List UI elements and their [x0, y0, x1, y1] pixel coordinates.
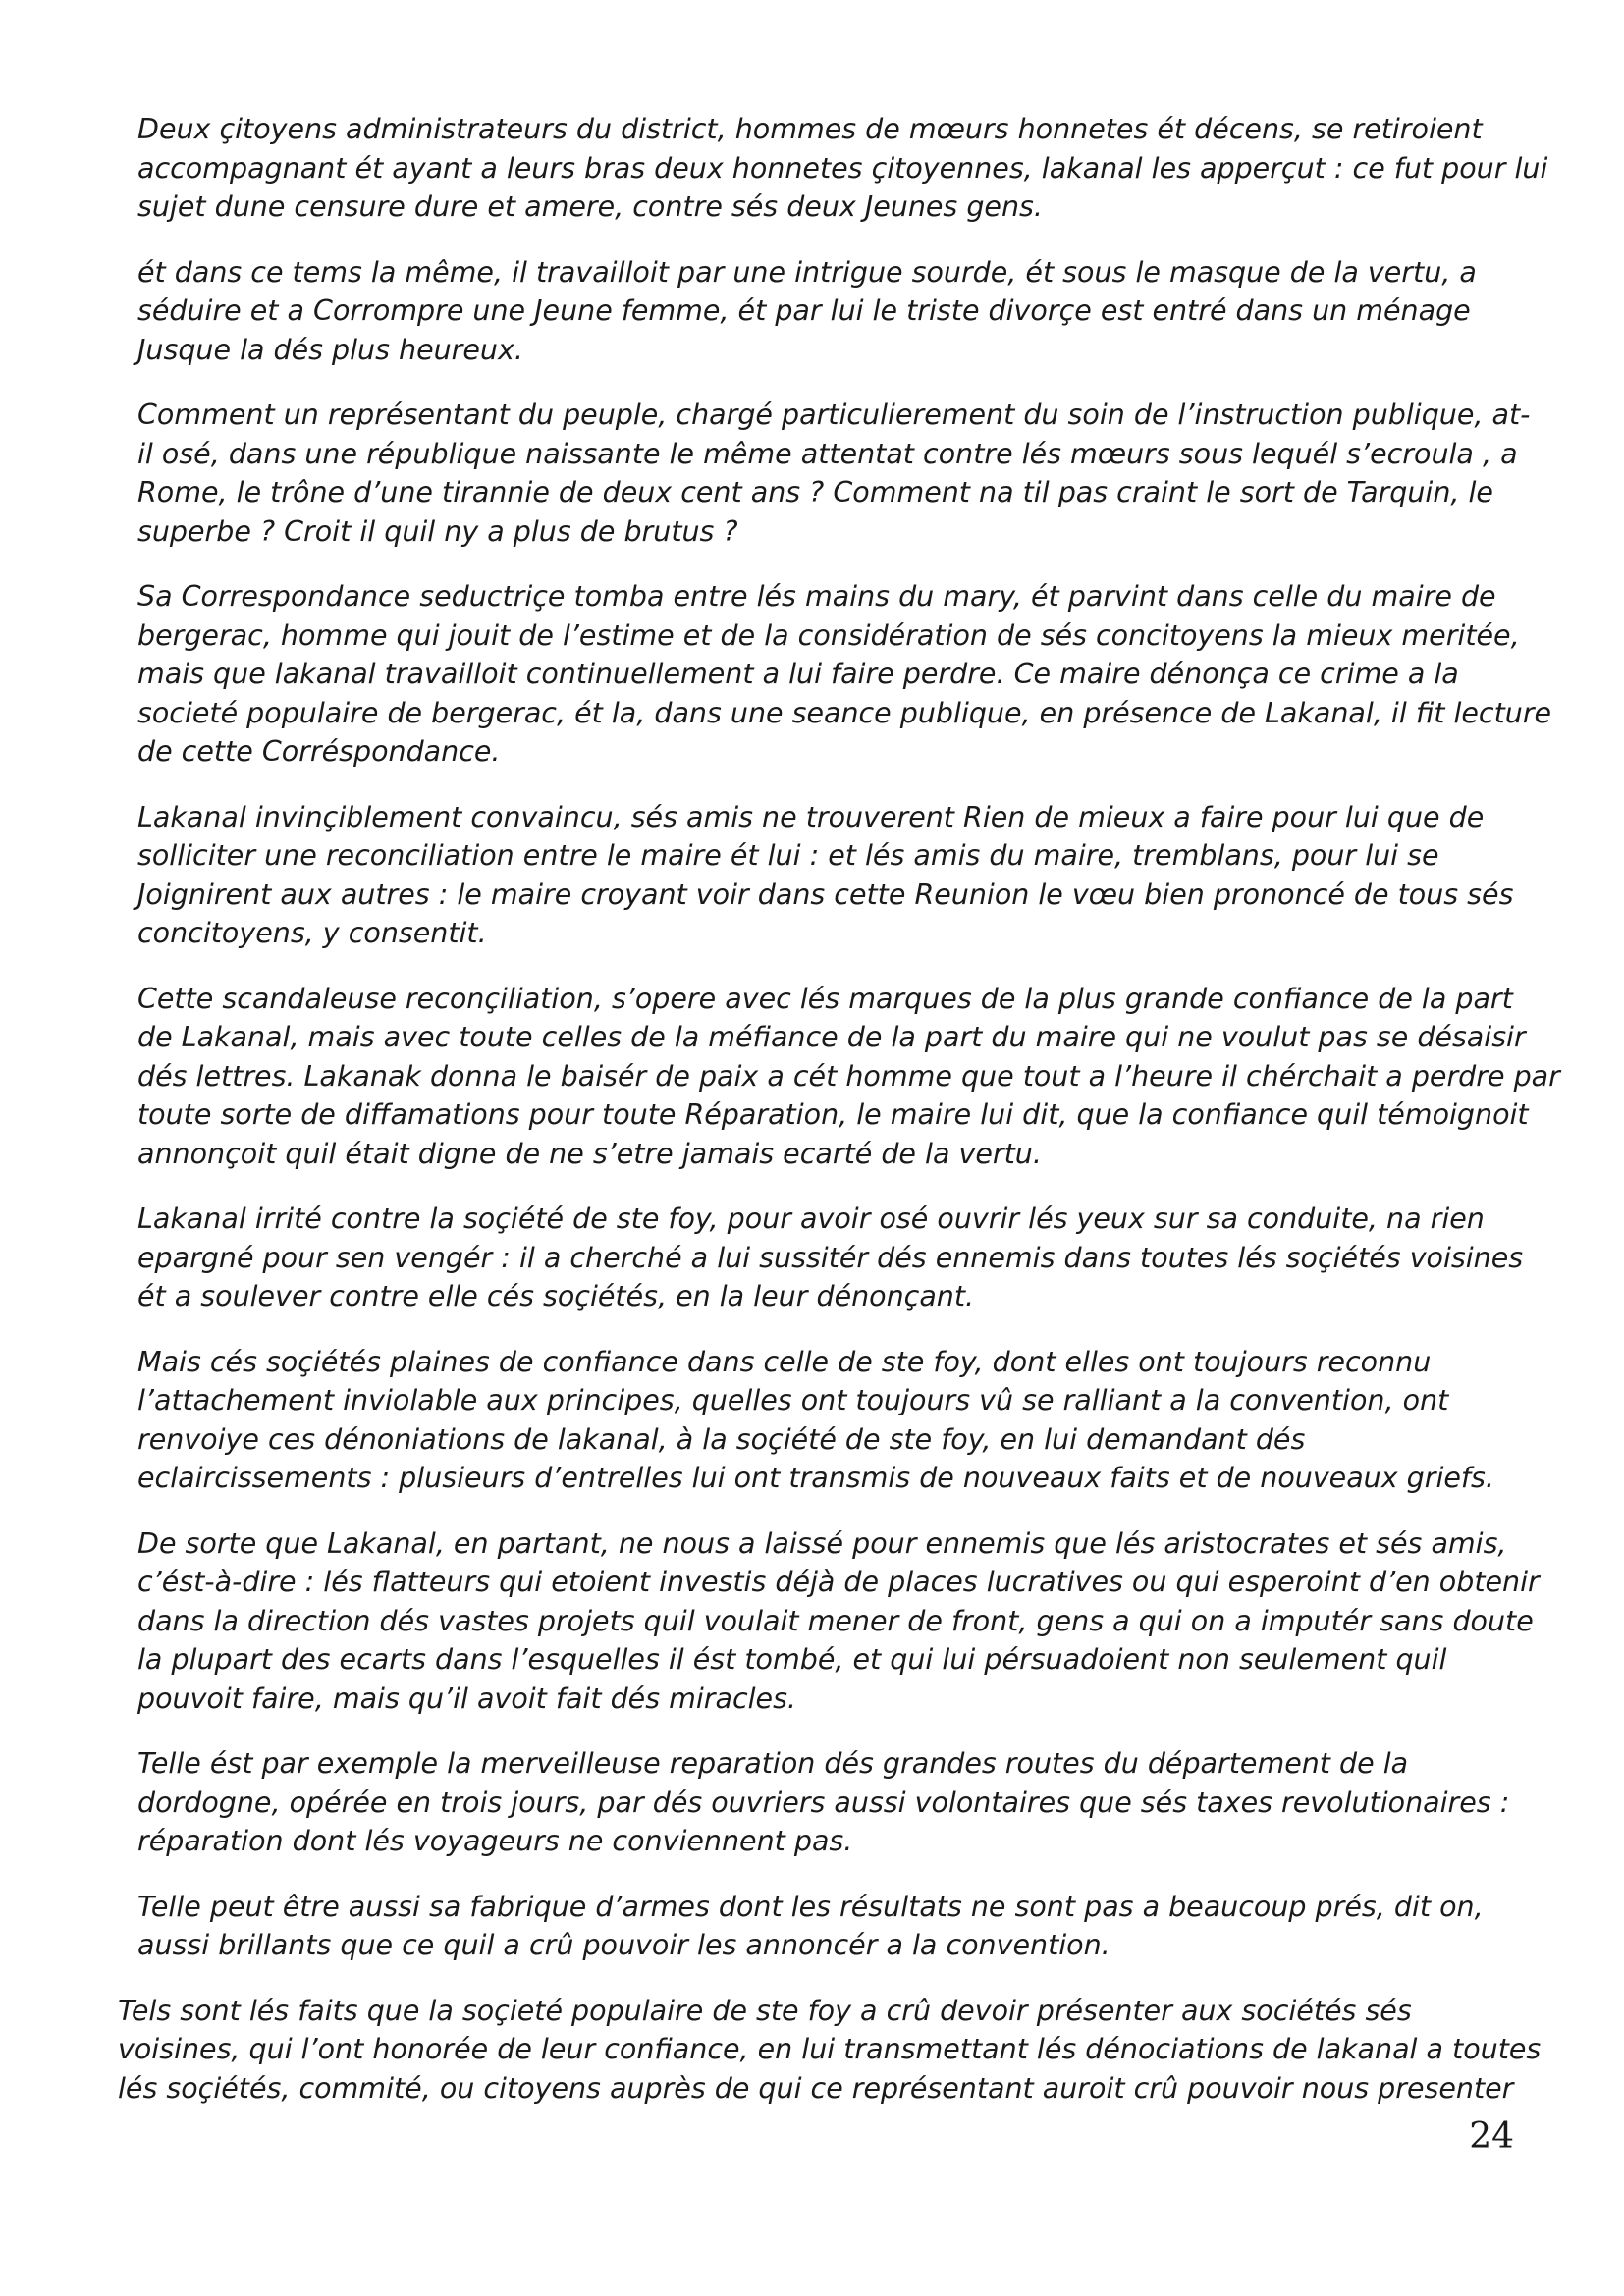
text-line: de cette Corréspondance. — [137, 735, 501, 768]
text-line: réparation dont lés voyageurs ne conviennent pas. — [137, 1825, 853, 1857]
paragraph — [118, 798, 1514, 953]
body-text — [118, 110, 1560, 2134]
text-line: Telle ést par exemple la merveilleuse reparation dés grandes routes du département de la — [137, 1747, 1409, 1780]
paragraph — [118, 110, 1548, 227]
paragraph — [118, 1744, 1514, 1861]
text-line: ét a soulever contre elle cés soçiétés, en la leur dénonçant. — [137, 1280, 975, 1312]
text-line: ét dans ce tems la même, il travailloit par une intrigue sourde, ét sous le masque de la vertu, a — [137, 255, 1477, 289]
text-line: solliciter une reconciliation entre le maire ét lui : et lés amis du maire, tremblans, pour lui se — [137, 839, 1439, 872]
text-line: renvoiye ces dénoniations de lakanal, à la soçiété de ste foy, en lui demandant dés — [137, 1422, 1306, 1456]
text-line: Tels sont lés faits que la soçieté populaire de ste foy a crû devoir présenter aux sociétés sés — [118, 1994, 1412, 2027]
text-line: Deux çitoyens administrateurs du district, hommes de mœurs honnetes ét décens, se retiroient — [137, 113, 1483, 145]
paragraph — [118, 253, 1514, 370]
text-line: dordogne, opérée en trois jours, par dés ouvriers aussi volontaires que sés taxes revolutionaires : — [137, 1786, 1510, 1819]
text-line: Joignirent aux autres : le maire croyant voir dans cette Reunion le vœu bien prononcé de tous sés — [137, 878, 1514, 911]
paragraph — [118, 1200, 1524, 1316]
paragraph — [118, 1992, 1542, 2109]
text-line: dans la direction dés vastes projets quil voulait mener de front, gens a qui on a imputér sans doute — [137, 1604, 1534, 1637]
text-line: bergerac, homme qui jouit de l’estime et de la considération de sés concitoyens la mieux meritée, — [137, 618, 1520, 652]
paragraph — [118, 577, 1552, 772]
text-line: c’ést-à-dire : lés flatteurs qui etoient investis déjà de places lucratives ou qui esperoint d’en obtenir — [137, 1566, 1540, 1598]
text-line: voisines, qui l’ont honorée de leur confiance, en lui transmettant lés dénociations de lakanal a toutes — [118, 2033, 1542, 2065]
text-line: annonçoit quil était digne de ne s’etre jamais ecarté de la vertu. — [137, 1137, 1042, 1170]
page-number: 24 — [1469, 2116, 1514, 2157]
text-line: il osé, dans une république naissante le même attentat contre lés mœurs sous lequél s’ecroula , a — [137, 437, 1518, 470]
text-line: l’attachement inviolable aux principes, quelles ont toujours vû se ralliant a la convention, ont — [137, 1384, 1449, 1416]
paragraph — [118, 1888, 1514, 1965]
text-line: epargné pour sen vengér : il a cherché a lui sussitér dés ennemis dans toutes lés soçiétés voisines — [137, 1241, 1524, 1274]
text-line: Telle peut être aussi sa fabrique d’armes dont les résultats ne sont pas a beaucoup prés, dit on, — [137, 1890, 1484, 1923]
text-line: lés soçiétés, commité, ou citoyens auprès de qui ce représentant auroit crû pouvoir nous presenter — [118, 2071, 1514, 2105]
text-line: pouvoit faire, mais qu’il avoit fait dés miracles. — [137, 1682, 796, 1715]
text-line: sujet dune censure dure et amere, contre sés deux Jeunes gens. — [137, 190, 1043, 223]
text-line: séduire et a Corrompre une Jeune femme, ét par lui le triste divorçe est entré dans un ménage — [137, 294, 1471, 327]
text-line: De sorte que Lakanal, en partant, ne nous a laissé pour ennemis que lés aristocrates et sés amis, — [137, 1526, 1507, 1560]
text-line: Lakanal irrité contre la soçiété de ste foy, pour avoir osé ouvrir lés yeux sur sa conduite, na rien — [137, 1202, 1485, 1235]
text-line: accompagnant ét ayant a leurs bras deux honnetes çitoyennes, lakanal les apperçut : ce fut pour lui — [137, 151, 1548, 185]
paragraph — [118, 1343, 1514, 1498]
text-line: dés lettres. Lakanak donna le baisér de paix a cét homme que tout a l’heure il chérchait a perdre par — [137, 1059, 1560, 1093]
text-line: mais que lakanal travailloit continuellement a lui faire perdre. Ce maire dénonça ce crime a la — [137, 658, 1459, 690]
text-line: Lakanal invinçiblement convaincu, sés amis ne trouverent Rien de mieux a faire pour lui que de — [137, 800, 1485, 833]
paragraph — [118, 1524, 1540, 1719]
text-line: eclaircissements : plusieurs d’entrelles lui ont transmis de nouveaux faits et de nouveaux griefs. — [137, 1462, 1494, 1494]
text-line: superbe ? Croit il quil ny a plus de brutus ? — [137, 514, 738, 548]
text-line: Jusque la dés plus heureux. — [137, 333, 523, 366]
text-line: societé populaire de bergerac, ét la, dans une seance publique, en présence de Lakanal, il fit lecture — [137, 696, 1552, 729]
paragraph — [118, 396, 1531, 551]
text-line: concitoyens, y consentit. — [137, 917, 487, 949]
text-line: Sa Correspondance seductriçe tomba entre lés mains du mary, ét parvint dans celle du maire de — [137, 580, 1496, 613]
text-line: Comment un représentant du peuple, chargé particulierement du soin de l’instruction publique, at- — [137, 399, 1531, 431]
paragraph — [118, 980, 1560, 1174]
text-line: la plupart des ecarts dans l’esquelles il ést tombé, et qui lui pérsuadoient non seulement quil — [137, 1643, 1447, 1676]
text-line: Cette scandaleuse reconçiliation, s’opere avec lés marques de la plus grande confiance de la part — [137, 982, 1513, 1015]
text-line: Mais cés soçiétés plaines de confiance dans celle de ste foy, dont elles ont toujours reconnu — [137, 1345, 1432, 1378]
text-line: Rome, le trône d’une tirannie de deux cent ans ? Comment na til pas craint le sort de Tarquin, le — [137, 476, 1493, 508]
text-line: toute sorte de diffamations pour toute Réparation, le maire lui dit, que la confiance quil témoignoit — [137, 1098, 1529, 1131]
text-line: aussi brillants que ce quil a crû pouvoir les annoncér a la convention. — [137, 1929, 1110, 1961]
text-line: de Lakanal, mais avec toute celles de la méfiance de la part du maire qui ne voulut pas se désaisir — [137, 1021, 1526, 1053]
